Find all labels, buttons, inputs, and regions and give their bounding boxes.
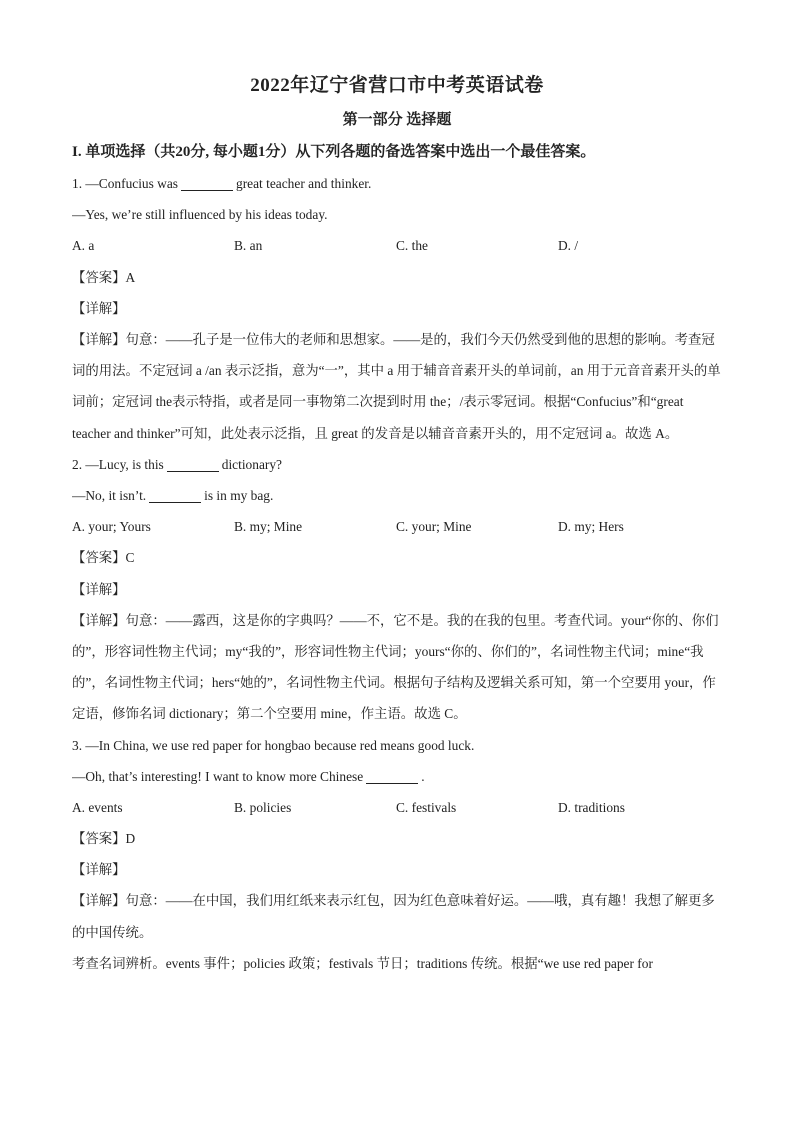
option-a: A. your; Yours xyxy=(72,519,151,535)
question-2-line-2: —No, it isn’t. is in my bag. xyxy=(72,487,274,503)
page-subtitle: 第一部分 选择题 xyxy=(342,112,452,128)
question-1-options xyxy=(72,230,722,261)
option-d: D. / xyxy=(558,238,579,254)
option-c: C. your; Mine xyxy=(396,519,472,535)
question-2-answer: 【答案】C xyxy=(72,550,135,566)
option-a: A. a xyxy=(72,238,95,254)
questions xyxy=(72,168,722,979)
answer-blank xyxy=(366,769,418,784)
question-3-line-1: 3. —In China, we use red paper for hongbao because red means good luck. xyxy=(72,737,475,753)
option-b: B. policies xyxy=(234,799,292,815)
section-heading: I. 单项选择（共20分, 每小题1分）从下列各题的备选答案中选出一个最佳答案。 xyxy=(72,144,596,160)
option-b: B. my; Mine xyxy=(234,519,303,535)
answer-blank xyxy=(149,488,201,503)
option-a: A. events xyxy=(72,799,123,815)
question-2-detail-heading: 【详解】 xyxy=(72,581,126,597)
question-1-answer: 【答案】A xyxy=(72,269,136,285)
question-1-explanation: 【详解】句意：——孔子是一位伟大的老师和思想家。——是的，我们今天仍然受到他的思想的影响。考查冠词的用法。不定冠词 a /an 表示泛指，意为“一”，其中 a 用于辅音音素开头的单词前，an 用于元音音素开头的单词前；定冠词 the表示特指，或者是同一事物第二次提到时用 the；/表示零冠词。根据“Confucius”和“great teacher and thinker”可知，此处表示泛指，且 great 的发音是以辅音音素开头的，用不定冠词 a。故选 A。 xyxy=(72,331,721,441)
question-3-explanation-continued: 考查名词辨析。events 事件；policies 政策；festivals 节日；traditions 传统。根据“we use red paper for xyxy=(72,955,653,971)
question-3-answer: 【答案】D xyxy=(72,831,136,847)
page-title: 2022年辽宁省营口市中考英语试卷 xyxy=(250,75,544,96)
option-c: C. festivals xyxy=(396,799,457,815)
option-d: D. my; Hers xyxy=(558,519,624,535)
option-b: B. an xyxy=(234,238,263,254)
question-1-detail-heading: 【详解】 xyxy=(72,300,126,316)
question-1-line-1: 1. —Confucius was great teacher and thinker. xyxy=(72,176,372,191)
answer-blank xyxy=(181,176,233,191)
question-3-detail-heading: 【详解】 xyxy=(72,862,126,878)
question-2-line-1: 2. —Lucy, is this dictionary? xyxy=(72,456,282,472)
question-3-line-2: —Oh, that’s interesting! I want to know more Chinese . xyxy=(72,768,425,784)
question-2-options xyxy=(72,511,722,542)
answer-blank xyxy=(167,457,219,472)
question-3-options xyxy=(72,792,722,823)
option-c: C. the xyxy=(396,238,428,254)
question-3-explanation: 【详解】句意：——在中国，我们用红纸来表示红包，因为红色意味着好运。——哦，真有趣！我想了解更多的中国传统。 xyxy=(72,893,715,940)
option-d: D. traditions xyxy=(558,799,625,815)
question-1-line-2: —Yes, we’re still influenced by his ideas today. xyxy=(72,207,328,223)
question-2-explanation: 【详解】句意：——露西，这是你的字典吗？——不，它不是。我的在我的包里。考查代词。your“你的、你们的”，形容词性物主代词；my“我的”，形容词性物主代词；yours“你的、你们的”，名词性物主代词；mine“我的”，名词性物主代词；hers“她的”，名词性物主代词。根据句子结构及逻辑关系可知，第一个空要用 your，作定语，修饰名词 dictionary；第二个空要用 mine，作主语。故选 C。 xyxy=(72,612,719,722)
